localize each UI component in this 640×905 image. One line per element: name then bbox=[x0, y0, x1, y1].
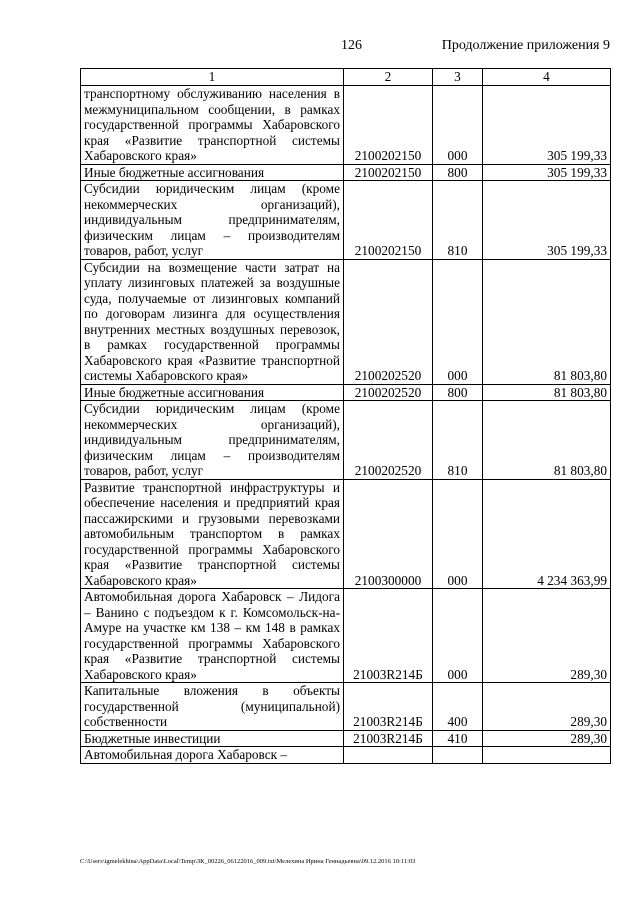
table-row bbox=[81, 259, 611, 384]
row-description: Капитальные вложения в объекты государственной (муниципальной) собственности bbox=[81, 683, 344, 731]
row-description: транспортному обслуживанию населения в межмуниципальном сообщении, в рамках государственной программы Хабаровского края «Развитие транспортной системы Хабаровского края» bbox=[81, 86, 344, 165]
row-expense-group: 000 bbox=[433, 86, 483, 165]
row-description: Субсидии юридическим лицам (кроме некоммерческих организаций), индивидуальным предпринимателям, физическим лицам – производителям товаров, работ, услуг bbox=[81, 401, 344, 480]
row-expense-group: 810 bbox=[433, 401, 483, 480]
row-target-code: 21003R214Б bbox=[344, 589, 433, 683]
row-expense-group: 000 bbox=[433, 589, 483, 683]
row-expense-group: 800 bbox=[433, 384, 483, 401]
row-target-code bbox=[344, 747, 433, 764]
column-header-4: 4 bbox=[483, 69, 611, 86]
row-amount: 289,30 bbox=[483, 589, 611, 683]
row-expense-group: 410 bbox=[433, 730, 483, 747]
budget-table bbox=[80, 68, 611, 764]
table-row bbox=[81, 164, 611, 181]
continuation-label: Продолжение приложения 9 bbox=[441, 38, 610, 53]
row-expense-group: 400 bbox=[433, 683, 483, 731]
column-header-2: 2 bbox=[344, 69, 433, 86]
column-header-row bbox=[81, 69, 611, 86]
page-number: 126 bbox=[341, 38, 362, 53]
row-description: Субсидии юридическим лицам (кроме некоммерческих организаций), индивидуальным предпринимателям, физическим лицам – производителям товаров, работ, услуг bbox=[81, 181, 344, 260]
row-amount: 305 199,33 bbox=[483, 164, 611, 181]
row-amount: 81 803,80 bbox=[483, 401, 611, 480]
table-row bbox=[81, 479, 611, 589]
row-amount: 305 199,33 bbox=[483, 181, 611, 260]
table-row bbox=[81, 683, 611, 731]
row-target-code: 21003R214Б bbox=[344, 730, 433, 747]
table-row bbox=[81, 401, 611, 480]
row-description: Иные бюджетные ассигнования bbox=[81, 384, 344, 401]
row-target-code: 2100202150 bbox=[344, 181, 433, 260]
column-header-3: 3 bbox=[433, 69, 483, 86]
row-description: Иные бюджетные ассигнования bbox=[81, 164, 344, 181]
row-target-code: 2100202520 bbox=[344, 259, 433, 384]
row-amount: 81 803,80 bbox=[483, 384, 611, 401]
file-path-footer: C:\Users\igmelekhina\AppData\Local\Temp\ЗК_00226_06122016_009.txt\Мелехина Ирина Геннадьевна\09.12.2016 10:11:03 bbox=[80, 858, 416, 865]
table-row bbox=[81, 384, 611, 401]
column-header-1: 1 bbox=[81, 69, 344, 86]
row-target-code: 2100202520 bbox=[344, 401, 433, 480]
row-amount bbox=[483, 747, 611, 764]
table-row bbox=[81, 181, 611, 260]
row-description: Субсидии на возмещение части затрат на уплату лизинговых платежей за воздушные суда, получаемые от лизинговых компаний по договорам лизинга для осуществления внутренних местных воздушных перевозок, в рамках государственной программы Хабаровского края «Развитие транспортной системы Хабаровского края» bbox=[81, 259, 344, 384]
row-amount: 81 803,80 bbox=[483, 259, 611, 384]
row-description: Автомобильная дорога Хабаровск – Лидога – Ванино с подъездом к г. Комсомольск-на-Амуре на участке км 138 – км 148 в рамках государственной программы Хабаровского края «Развитие транспортной системы Хабаровского края» bbox=[81, 589, 344, 683]
row-amount: 305 199,33 bbox=[483, 86, 611, 165]
table-row bbox=[81, 589, 611, 683]
row-amount: 4 234 363,99 bbox=[483, 479, 611, 589]
row-expense-group: 000 bbox=[433, 259, 483, 384]
row-expense-group: 000 bbox=[433, 479, 483, 589]
row-description: Бюджетные инвестиции bbox=[81, 730, 344, 747]
row-target-code: 2100202150 bbox=[344, 86, 433, 165]
row-expense-group bbox=[433, 747, 483, 764]
table-row bbox=[81, 747, 611, 764]
row-target-code: 21003R214Б bbox=[344, 683, 433, 731]
row-expense-group: 810 bbox=[433, 181, 483, 260]
row-target-code: 2100202520 bbox=[344, 384, 433, 401]
row-description: Автомобильная дорога Хабаровск – bbox=[81, 747, 344, 764]
row-target-code: 2100202150 bbox=[344, 164, 433, 181]
row-description: Развитие транспортной инфраструктуры и обеспечение населения и предприятий края пассажирскими и грузовыми перевозками автомобильным транспортом в рамках государственной программы Хабаровского края «Развитие транспортной системы Хабаровского края» bbox=[81, 479, 344, 589]
row-target-code: 2100300000 bbox=[344, 479, 433, 589]
page-header bbox=[0, 38, 640, 58]
row-amount: 289,30 bbox=[483, 683, 611, 731]
table-row bbox=[81, 86, 611, 165]
row-amount: 289,30 bbox=[483, 730, 611, 747]
row-expense-group: 800 bbox=[433, 164, 483, 181]
table-row bbox=[81, 730, 611, 747]
